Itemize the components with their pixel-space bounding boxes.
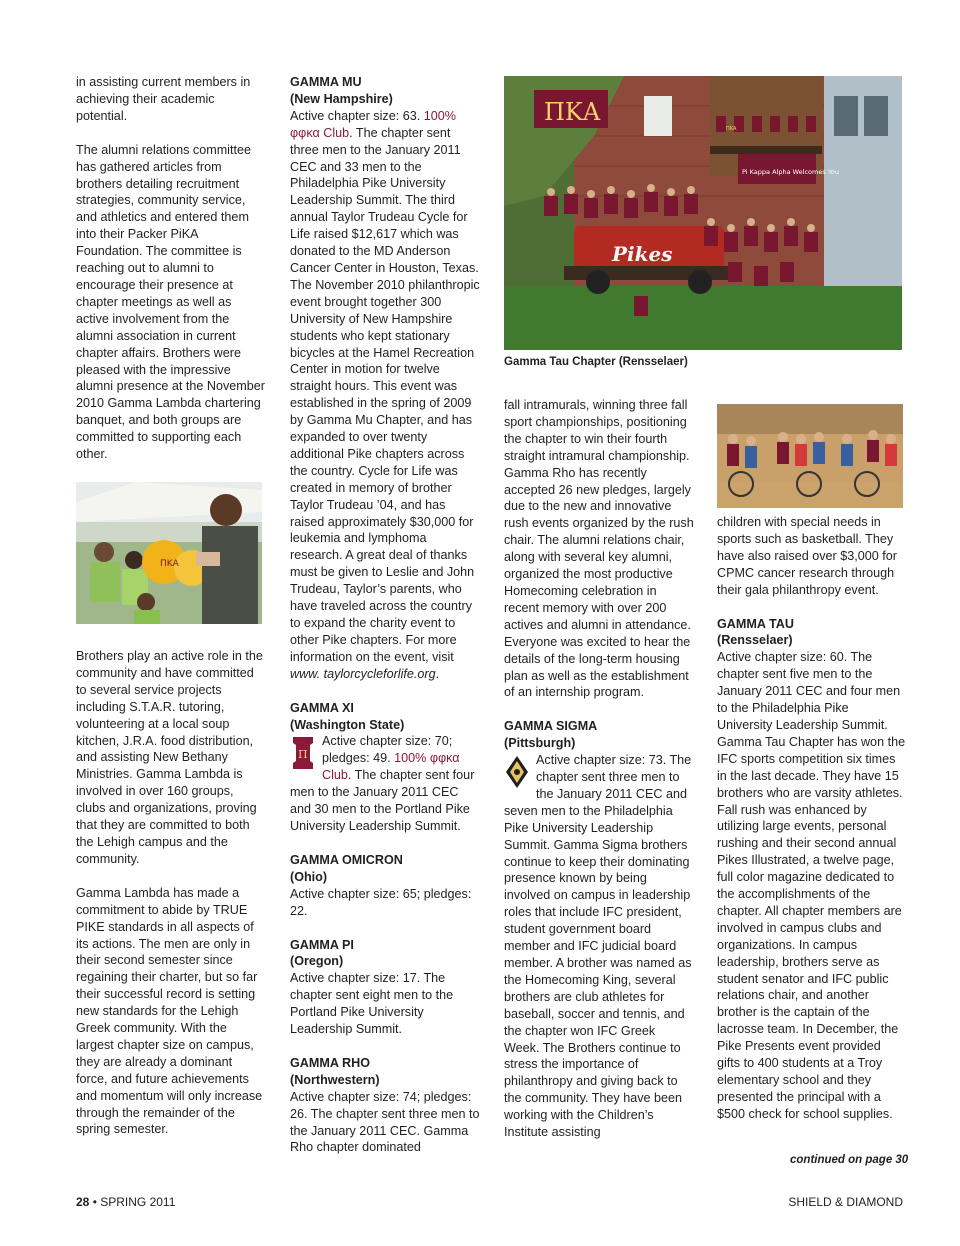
chapter-heading: GAMMA MU [290,75,362,89]
chapter-text: Active chapter size: 63. 100% φφκα Club. The chapter sent three men to the January 2011 CEC and 33 men to the Philadelphia Pike University Leadership Summit. The third annual Taylor Trudeau Cycle for Life raised $12,617 which was donated to the MD Anderson Cancer Center in Houston, Texas. The November 2010 philanthropic event brought together 300 University of New Hampshire students who kept stationary bicycles at the Hamel Recreation Center in motion for twelve straight hours. This event was established in the spring of 2009 by Gamma Mu Chapter, and has expanded to over twenty additional Pike chapters across the country. Cycle for Life was created in memory of brother Taylor Trudeau ’04, and has raised approximately $30,000 for leukemia and lymphoma research. A great deal of thanks must be given to Leslie and John Trudeau, Taylor’s parents, who have traveled across the country to expand the charity event to other Pike chapters. For more information on the event, visit www. taylorcycleforlife.org. [290,108,480,681]
chapter-text: Π Active chapter size: 70; pledges: 49. 100% φφκα Club. The chapter sent four men to the January 2011 CEC and 30 men to the Portland Pike University Leadership Summit. [290,734,475,833]
balloon-photo-illustration [76,482,262,624]
basketball-photo-illustration [717,404,903,508]
chapter-school: (Ohio) [290,869,328,884]
chapter-school: (Washington State) [290,717,405,732]
column-4 [717,514,907,1123]
chapter-school: (Northwestern) [290,1072,380,1087]
column-3 [504,397,694,1141]
chapter-heading: GAMMA PI [290,937,354,952]
truck-lettering: Pikes [612,242,673,266]
continued-note: continued on page 30 [790,1154,909,1166]
chapter-heading: GAMMA SIGMA [504,719,598,734]
chapter-text: Active chapter size: 65; pledges: 22. [290,886,472,918]
chapter-text: Active chapter size: 17. The chapter sent eight men to the Portland Pike University Leadership Summit. [290,971,454,1037]
balloon-label: ΠΚΑ [160,559,179,569]
chapter-heading: GAMMA TAU [717,616,794,631]
porch-banner: Pi Kappa Alpha Welcomes You [742,168,840,176]
chapter-text: Active chapter size: 73. The chapter sent three men to the January 2011 CEC and seven men to the Philadelphia Pike University Leadership Summit. Gamma Sigma brothers continue to keep their dominating presence known by being involved on campus in leadership roles that include IFC president, student government board member and IFC judicial board member. A brother was named as the Homecoming King, several brothers are club athletes for baseball, soccer and tennis, and the chapter won IFC Greek Week. The Brothers continue to stress the importance of philanthropy and giving back to the community. They have been working with the Children’s Institute assisting [504,753,692,1140]
chapter-school: (Oregon) [290,954,344,969]
basketball-photo [717,404,903,508]
issue-date: SPRING 2011 [100,1195,176,1209]
chapter-text-continued: fall intramurals, winning three fall sport championships, positioning the chapter to win their fourth straight intramural championship. Gamma Rho has recently accepted 26 new pledges, largely due to the new and innovative rush events organized by the rush chair. The alumni relations chair, along with several key alumni, organized the most productive Homecoming celebration in recent memory with over 200 actives and alumni in attendance. Everyone was excited to hear the details of the long-term housing plan as well as the establishment of an internship program. [504,398,694,700]
paragraph: in assisting current members in achieving their academic potential. [76,75,251,123]
paragraph: Gamma Lambda has made a commitment to abide by TRUE PIKE standards in all aspects of its actions. The men are only in their second semester since regaining their charter, but so far their successful record is setting new standards for the Lehigh Greek community. With the largest chapter size on campus, they are already a dominant force, and future achievements and momentum will only increase through the remainder of the spring semester. [76,885,263,1137]
chapter-heading: GAMMA XI [290,700,354,715]
page-number: 28 [76,1195,90,1209]
chapter-photo [504,76,902,350]
chapter-school: (Rensselaer) [717,633,793,648]
paragraph: Brothers play an active role in the community and have committed to several service projects including S.T.A.R. tutoring, volunteering at a local soup kitchen, J.R.A. food distribution, and assisting New Bethany Ministries. Gamma Lambda is involved in over 160 groups, clubs and organizations, proving that they are committed to both the Lehigh campus and the community. [76,649,263,866]
crest-icon [290,735,316,771]
balloon-photo [76,482,262,624]
column-1-continued [76,648,266,1138]
club-badge-text: 100% φφκα Club [290,108,456,140]
magazine-name: SHIELD & DIAMOND [788,1195,903,1209]
house-sign: ΠΚΑ [544,98,601,126]
chapter-heading: GAMMA OMICRON [290,852,403,867]
svg-text:Π: Π [298,748,308,762]
club-badge-text: 100% φφκα Club [322,751,460,783]
column-1 [76,74,266,463]
chapter-photo-illustration [504,76,902,350]
column-2 [290,74,480,1156]
page-footer-left: 28 • SPRING 2011 [76,1195,176,1209]
chapter-text: Active chapter size: 60. The chapter sent five men to the January 2011 CEC and four men to the Philadelphia Pike University Leadership Summit. Gamma Tau Chapter has won the IFC sports competition six times in the last decade. They have 15 brothers who are varsity athletes. Fall rush was enhanced by utilizing large events, personal rushing and their second annual Pikes Illustrated, a twelve page, full color magazine dedicated to the accomplishments of the chapter. All chapter members are involved in campus clubs and organizations. In campus leadership, brothers serve as student senator and IFC public relations chair, and another brother is the captain of the lacrosse team. In December, the Pike Presents event provided gifts to 400 students at a Troy elementary school and they presented the principal with a $500 check for school supplies. [717,650,906,1121]
chapter-school: (New Hampshire) [290,91,393,106]
chapter-school: (Pittsburgh) [504,736,576,751]
photo-caption: Gamma Tau Chapter (Rensselaer) [504,356,688,368]
crest-icon [504,754,530,790]
shirt-letters: ΠΚΑ [726,126,737,132]
event-url: www. taylorcycleforlife.org [290,666,436,681]
chapter-text: Active chapter size: 74; pledges: 26. The chapter sent three men to the January 2011 CEC. Gamma Rho chapter dominated [290,1089,480,1155]
paragraph: The alumni relations committee has gathered articles from brothers detailing recruitment strategies, community service, and athletics and entered them into their Packer PiKA Foundation. The committee is reaching out to alumni to encourage their presence at chapter meetings as well as active involvement from the alumni association in current chapter affairs. Brothers were pleased with the impressive alumni presence at the November 2010 Gamma Lambda chartering banquet, and both groups are committed to supporting each other. [76,142,266,462]
chapter-text-continued: children with special needs in sports such as basketball. They have also raised over $3,000 for CPMC cancer research through their gala philanthropy event. [717,515,897,597]
chapter-heading: GAMMA RHO [290,1055,370,1070]
